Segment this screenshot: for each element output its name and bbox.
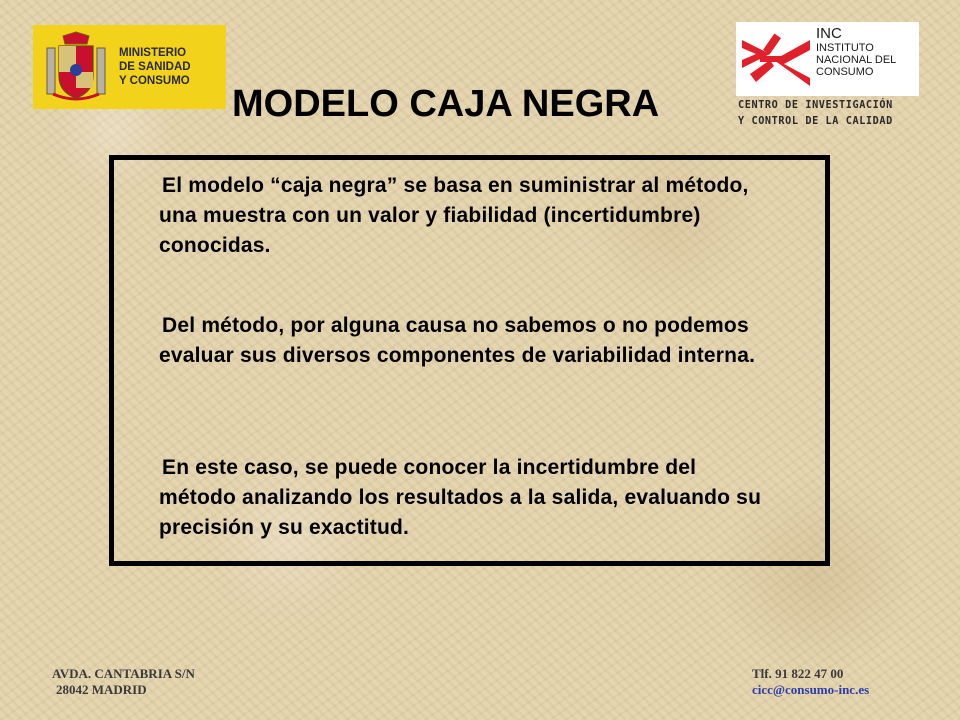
address-line: 28042 MADRID [56, 682, 147, 697]
paragraph: Del método, por alguna causa no sabemos o no podemos evaluar sus diversos componentes de variabilidad interna. [159, 314, 756, 367]
inc-red-arrows-icon [740, 30, 812, 88]
address-line: AVDA. CANTABRIA S/N [52, 666, 195, 681]
inc-abbreviation: INC [816, 25, 842, 42]
slide-title: MODELO CAJA NEGRA [232, 83, 660, 125]
inc-logo [736, 22, 919, 96]
ministry-line: MINISTERIO [119, 47, 187, 59]
inc-line: NACIONAL DEL [816, 54, 897, 66]
email-link[interactable]: cicc@consumo-inc.es [752, 682, 870, 697]
ministry-line: Y CONSUMO [119, 75, 190, 87]
inc-line: INSTITUTO [816, 42, 874, 54]
phone-number: Tlf. 91 822 47 00 [752, 666, 844, 681]
ministerio-logo [33, 25, 226, 109]
ministry-line: DE SANIDAD [119, 61, 191, 73]
coat-of-arms-icon [41, 30, 111, 104]
paragraph: En este caso, se puede conocer la incertidumbre del método analizando los resultados a la salida, evaluando su precisión y su exactitud. [159, 456, 762, 539]
paragraph: El modelo “caja negra” se basa en suministrar al método, una muestra con un valor y fiabilidad (incertidumbre) conocidas. [159, 174, 749, 257]
cicc-line: CENTRO DE INVESTIGACIÓN [738, 100, 893, 111]
cicc-subtitle [738, 98, 893, 130]
inc-line: CONSUMO [816, 66, 874, 78]
footer-address [52, 666, 195, 698]
cicc-line: Y CONTROL DE LA CALIDAD [738, 116, 893, 127]
footer-contact [752, 666, 869, 698]
content-box [109, 155, 830, 566]
